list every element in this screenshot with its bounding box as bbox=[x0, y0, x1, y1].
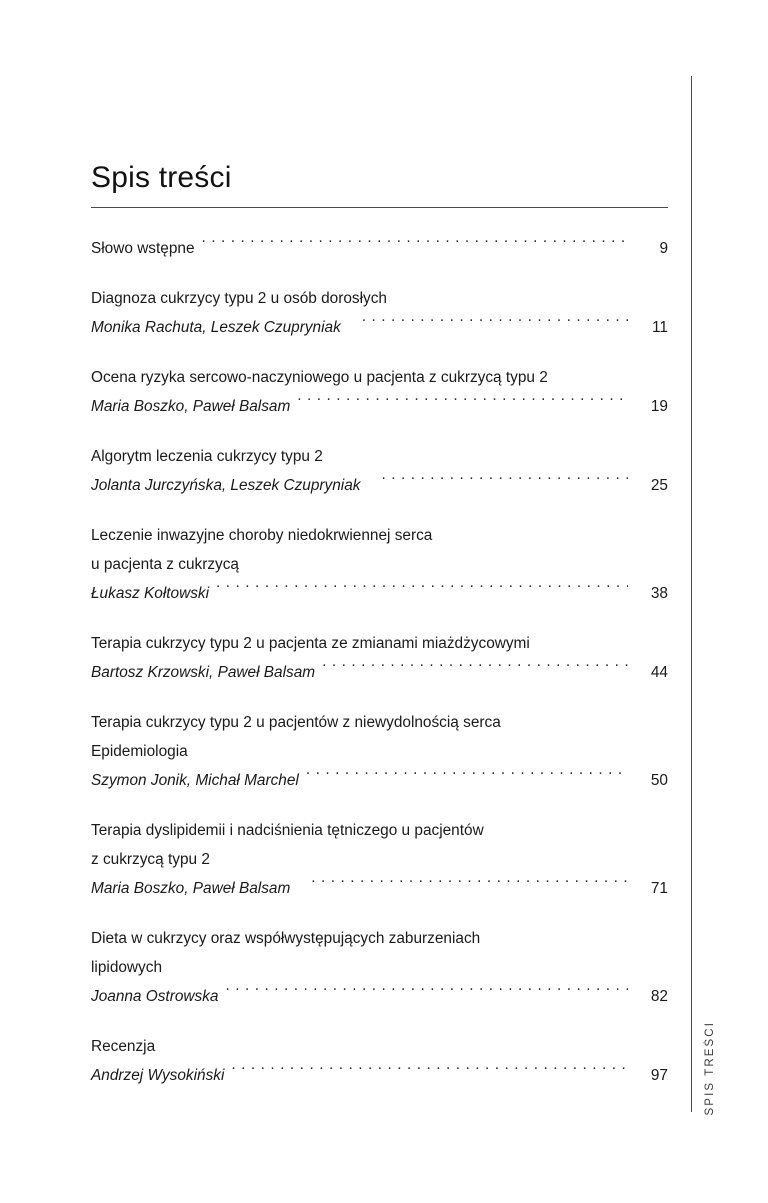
dot-leader bbox=[216, 582, 628, 598]
toc-entry-leader-row bbox=[91, 1061, 668, 1090]
toc-entry-title: Leczenie inwazyjne choroby niedokrwiennej serca bbox=[91, 527, 433, 544]
running-head-label: SPIS TREŚCI bbox=[704, 1020, 716, 1115]
toc-entry-authors: Bartosz Krzowski, Paweł Balsam bbox=[91, 664, 316, 681]
toc-entry[interactable] bbox=[91, 629, 668, 687]
toc-entry-leader-row bbox=[91, 982, 668, 1011]
toc-entry-title: lipidowych bbox=[91, 959, 163, 976]
toc-entry-page-number: 44 bbox=[650, 664, 668, 681]
toc-entry-page-number: 97 bbox=[650, 1067, 668, 1084]
dot-leader bbox=[322, 661, 628, 677]
dot-leader bbox=[225, 985, 628, 1001]
toc-entry-title: Diagnoza cukrzycy typu 2 u osób dorosłych bbox=[91, 290, 387, 307]
toc-entry[interactable] bbox=[91, 816, 668, 903]
toc-entry-title: Ocena ryzyka sercowo-naczyniowego u pacjenta z cukrzycą typu 2 bbox=[91, 369, 548, 386]
toc-entry-authors: Maria Boszko, Paweł Balsam bbox=[91, 880, 291, 897]
toc-entry[interactable] bbox=[91, 363, 668, 421]
toc-entry-page-number: 38 bbox=[650, 585, 668, 602]
dot-leader bbox=[311, 877, 628, 893]
toc-entry-authors: Joanna Ostrowska bbox=[91, 988, 219, 1005]
toc-list bbox=[91, 208, 668, 1090]
toc-entry-title: u pacjenta z cukrzycą bbox=[91, 556, 239, 573]
toc-entry-authors: Jolanta Jurczyńska, Leszek Czupryniak bbox=[91, 477, 361, 494]
toc-entry-leader-row bbox=[91, 766, 668, 795]
toc-entry-title: Terapia cukrzycy typu 2 u pacjentów z niewydolnością serca bbox=[91, 714, 501, 731]
toc-entry[interactable] bbox=[91, 442, 668, 500]
toc-entry-authors: Łukasz Kołtowski bbox=[91, 585, 210, 602]
toc-entry-page-number: 50 bbox=[650, 772, 668, 789]
dot-leader bbox=[306, 769, 628, 785]
toc-entry-title: Słowo wstępne bbox=[91, 240, 195, 257]
dot-leader bbox=[297, 395, 628, 411]
toc-content bbox=[91, 0, 668, 1111]
toc-entry-title: Terapia dyslipidemii i nadciśnienia tętniczego u pacjentów bbox=[91, 822, 484, 839]
dot-leader bbox=[231, 1064, 628, 1080]
toc-entry-authors: Andrzej Wysokiński bbox=[91, 1067, 225, 1084]
dot-leader bbox=[202, 237, 628, 253]
toc-entry-title: Terapia cukrzycy typu 2 u pacjenta ze zmianami miażdżycowymi bbox=[91, 635, 530, 652]
toc-entry-page-number: 11 bbox=[652, 319, 668, 336]
toc-entry-page-number: 82 bbox=[650, 988, 668, 1005]
toc-entry-leader-row bbox=[91, 579, 668, 608]
toc-entry-page-number: 9 bbox=[659, 240, 668, 257]
toc-entry[interactable] bbox=[91, 521, 668, 608]
dot-leader bbox=[381, 474, 628, 490]
toc-entry[interactable] bbox=[91, 924, 668, 1011]
toc-entry-leader-row bbox=[91, 234, 668, 263]
dot-leader bbox=[362, 316, 628, 332]
toc-entry[interactable] bbox=[91, 284, 668, 342]
page-title: Spis treści bbox=[91, 161, 232, 194]
toc-entry[interactable] bbox=[91, 234, 668, 263]
toc-entry-page-number: 71 bbox=[650, 880, 668, 897]
toc-entry-title: Dieta w cukrzycy oraz współwystępujących zaburzeniach bbox=[91, 930, 481, 947]
toc-entry-title: Algorytm leczenia cukrzycy typu 2 bbox=[91, 448, 323, 465]
toc-entry-title: Recenzja bbox=[91, 1038, 156, 1055]
toc-entry-leader-row bbox=[91, 658, 668, 687]
toc-entry-authors: Maria Boszko, Paweł Balsam bbox=[91, 398, 291, 415]
toc-entry-authors: Szymon Jonik, Michał Marchel bbox=[91, 772, 299, 789]
toc-entry-authors: Monika Rachuta, Leszek Czupryniak bbox=[91, 319, 341, 336]
toc-entry-page-number: 25 bbox=[650, 477, 668, 494]
toc-entry-leader-row bbox=[91, 471, 668, 500]
toc-entry[interactable] bbox=[91, 708, 668, 795]
toc-entry[interactable] bbox=[91, 1032, 668, 1090]
toc-entry-leader-row bbox=[91, 392, 668, 421]
margin-vertical-rule bbox=[691, 76, 692, 1112]
toc-entry-page-number: 19 bbox=[650, 398, 668, 415]
toc-entry-title: Epidemiologia bbox=[91, 743, 188, 760]
toc-entry-leader-row bbox=[91, 874, 668, 903]
toc-entry-title: z cukrzycą typu 2 bbox=[91, 851, 210, 868]
toc-entry-leader-row bbox=[91, 313, 668, 342]
